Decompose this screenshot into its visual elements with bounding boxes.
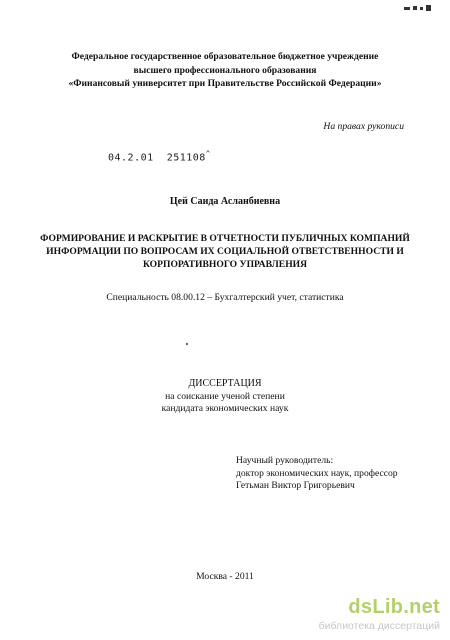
specialty-line: Специальность 08.00.12 – Бухгалтерский учет, статистика bbox=[106, 292, 344, 303]
advisor-label: Научный руководитель: bbox=[236, 455, 334, 466]
advisor-name: Гетьман Виктор Григорьевич bbox=[236, 480, 355, 491]
rights-note: На правах рукописи bbox=[323, 121, 404, 132]
dissertation-title bbox=[0, 233, 450, 271]
author-name: Цей Саида Асланбиевна bbox=[169, 196, 281, 207]
watermark-logo[interactable]: dsLib.net bbox=[348, 596, 440, 618]
advisor-block bbox=[236, 455, 398, 493]
corner-scan-mark bbox=[404, 4, 432, 14]
title-line-3: КОРПОРАТИВНОГО УПРАВЛЕНИЯ bbox=[142, 258, 308, 270]
institution-line-1: Федеральное государственное образовательное бюджетное учреждение bbox=[71, 51, 379, 62]
watermark-subtitle: библиотека диссертаций bbox=[318, 620, 440, 632]
dissertation-block bbox=[0, 378, 450, 416]
dissertation-line-3: кандидата экономических наук bbox=[161, 403, 289, 414]
city-year: Москва - 2011 bbox=[196, 571, 254, 582]
institution-header bbox=[0, 50, 450, 91]
scan-speck bbox=[186, 343, 188, 345]
dissertation-line-2: на соискание ученой степени bbox=[165, 390, 285, 402]
stamp-prefix: 04.2.01 bbox=[108, 152, 154, 164]
stamp-mark: ^ bbox=[205, 150, 211, 158]
institution-line-3: «Финансовый университет при Правительстве Российской Федерации» bbox=[68, 78, 382, 89]
title-line-2: ИНФОРМАЦИИ ПО ВОПРОСАМ ИХ СОЦИАЛЬНОЙ ОТВЕТСТВЕННОСТИ И bbox=[46, 245, 404, 257]
title-line-1: ФОРМИРОВАНИЕ И РАСКРЫТИЕ В ОТЧЕТНОСТИ ПУБЛИЧНЫХ КОМПАНИЙ bbox=[40, 233, 410, 244]
stamp-number: 251108 bbox=[166, 152, 206, 164]
library-stamp bbox=[108, 150, 211, 163]
dissertation-heading: ДИССЕРТАЦИЯ bbox=[188, 378, 262, 389]
institution-line-2: высшего профессионального образования bbox=[133, 64, 317, 76]
advisor-degree: доктор экономических наук, профессор bbox=[236, 467, 398, 479]
